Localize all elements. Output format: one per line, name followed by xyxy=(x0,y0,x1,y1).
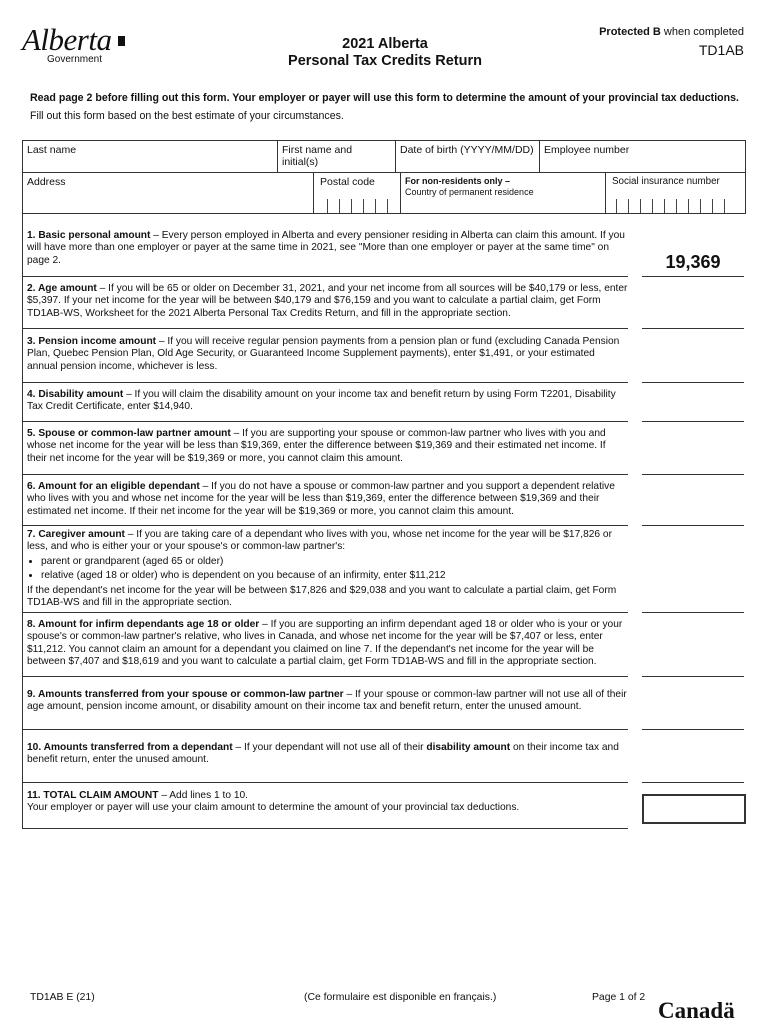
section-basic-personal-amount: 1. Basic personal amount – Every person employed in Alberta and every pensioner residing in Alberta can claim this amount. If you will have more than one employer or payer at the same time in 2021, see "More than one employer or payer at the same time" on page 2. xyxy=(27,230,625,266)
eligible-dependant-input[interactable] xyxy=(642,525,744,526)
spouse-amount-input[interactable] xyxy=(642,474,744,475)
section-transfer-spouse: 9. Amounts transferred from your spouse or common-law partner – If your spouse or common-law partner will not use all of their age amount, pension income amount, or disability amount on their income tax and benefit return, enter the unused amount. xyxy=(27,689,627,713)
basic-personal-amount-value: 19,369 xyxy=(665,252,721,272)
form-code: TD1AB E (21) xyxy=(30,992,95,1003)
caregiver-bullet: • relative (aged 18 or older) who is dependent on you because of an infirmity, enter $11,212 xyxy=(41,570,628,582)
page-number: Page 1 of 2 xyxy=(592,992,646,1003)
transfer-dependant-input[interactable] xyxy=(642,782,744,783)
section-caregiver-amount: 7. Caregiver amount – If you are taking care of a dependant who lives with you, whose net income for the year will be $17,826 or less, and who is either your or your spouse's or common-law partner's: • parent or grandparent (aged 65 or older) • relative (aged 18 or older) who is dependent on you because of an infirmity, enter $11,212 If the dependant's net income for the year will be between $17,826 and $29,038 and you want to calculate a partial claim, get Form TD1AB-WS and fill in the appropriate section. xyxy=(22,529,628,609)
protected-label: Protected B when completed xyxy=(599,26,744,38)
instruction-main: Read page 2 before filling out this form. Your employer or payer will use this form to determine the amount of your provincial tax deductions. xyxy=(30,92,739,104)
age-amount-input[interactable] xyxy=(642,328,744,329)
address-field[interactable]: Address xyxy=(23,173,314,213)
postal-code-field[interactable]: Postal code xyxy=(314,173,401,213)
section-spouse-amount: 5. Spouse or common-law partner amount – If you are supporting your spouse or common-law partner who lives with you and whose net income for the year will be less than $19,369, enter the difference between $19,369 and their estimated net income. If their net income for the year will be $19,369 or more, you cannot claim this amount. xyxy=(27,428,606,464)
identification-box xyxy=(22,140,746,214)
infirm-dependants-input[interactable] xyxy=(642,676,744,677)
alberta-logo xyxy=(22,24,132,68)
pension-income-amount-input[interactable] xyxy=(642,382,744,383)
section-pension-income-amount: 3. Pension income amount – If you will receive regular pension payments from a pension plan or fund (excluding Canada Pension Plan, Quebec Pension Plan, Old Age Security, or Guaranteed Income Supplement payments), enter $1,491, or your estimated annual pension income, whichever is less. xyxy=(27,336,620,372)
employee-number-field[interactable]: Employee number xyxy=(544,144,630,156)
form-title: Personal Tax Credits Return xyxy=(288,53,482,69)
logo-flag-icon xyxy=(118,36,125,46)
transfer-spouse-input[interactable] xyxy=(642,729,744,730)
french-availability-note: (Ce formulaire est disponible en français.) xyxy=(304,992,497,1003)
total-claim-amount-input[interactable] xyxy=(642,794,746,824)
caregiver-amount-input[interactable] xyxy=(642,612,744,613)
section-disability-amount: 4. Disability amount – If you will claim the disability amount on your income tax and benefit return by using Form T2201, Disability Tax Credit Certificate, enter $14,940. xyxy=(27,389,616,413)
country-of-residence-field[interactable]: For non-residents only – Country of permanent residence xyxy=(401,173,606,213)
caregiver-bullet: • parent or grandparent (aged 65 or older) xyxy=(41,556,628,568)
section-infirm-dependants: 8. Amount for infirm dependants age 18 or older – If you are supporting an infirm dependant aged 18 or older who is your or your spouse's or common-law partner's relative, who lives in Canada, and whose net income for the year will be $7,407 or less, enter $11,212. You cannot claim an amount for a dependant you claimed on line 7. If the dependant's net income for the year will be between $7,407 and $18,619 and you want to calculate a partial claim, get Form TD1AB-WS and fill in the appropriate section. xyxy=(27,619,623,668)
form-id: TD1AB xyxy=(698,42,744,58)
section-eligible-dependant: 6. Amount for an eligible dependant – If you do not have a spouse or common-law partner and you support a dependent relative who lives with you and whose net income for the year will be less than $19,369, enter the difference between $19,369 and their estimated net income. If their net income for the year will be $19,369 or more, you cannot claim this amount. xyxy=(27,481,615,517)
canada-wordmark: Canadä xyxy=(658,998,735,1023)
logo-subtitle: Government xyxy=(47,54,103,65)
last-name-field[interactable]: Last name xyxy=(23,141,278,172)
date-of-birth-field[interactable]: Date of birth (YYYY/MM/DD) xyxy=(396,141,540,172)
logo-wordmark: Alberta xyxy=(22,22,112,57)
section-total-claim: 11. TOTAL CLAIM AMOUNT – Add lines 1 to 10. Your employer or payer will use your claim amount to determine the amount of your provincial tax deductions. xyxy=(27,790,520,814)
section-age-amount: 2. Age amount – If you will be 65 or older on December 31, 2021, and your net income from all sources will be $40,179 or less, enter $5,397. If your net income for the year will be between $40,179 and $76,159 and you want to calculate a partial claim, get Form TD1AB-WS, Worksheet for the 2021 Alberta Personal Tax Credits Return, and fill in the appropriate section. xyxy=(27,283,628,319)
first-name-field[interactable]: First name and initial(s) xyxy=(278,141,396,172)
disability-amount-input[interactable] xyxy=(642,421,744,422)
instruction-secondary: Fill out this form based on the best estimate of your circumstances. xyxy=(30,110,344,122)
section-transfer-dependant: 10. Amounts transferred from a dependant – If your dependant will not use all of their disability amount on their income tax and benefit return, enter the unused amount. xyxy=(27,742,619,766)
form-title-year: 2021 Alberta xyxy=(342,36,428,52)
sin-field[interactable]: Social insurance number xyxy=(606,173,745,213)
